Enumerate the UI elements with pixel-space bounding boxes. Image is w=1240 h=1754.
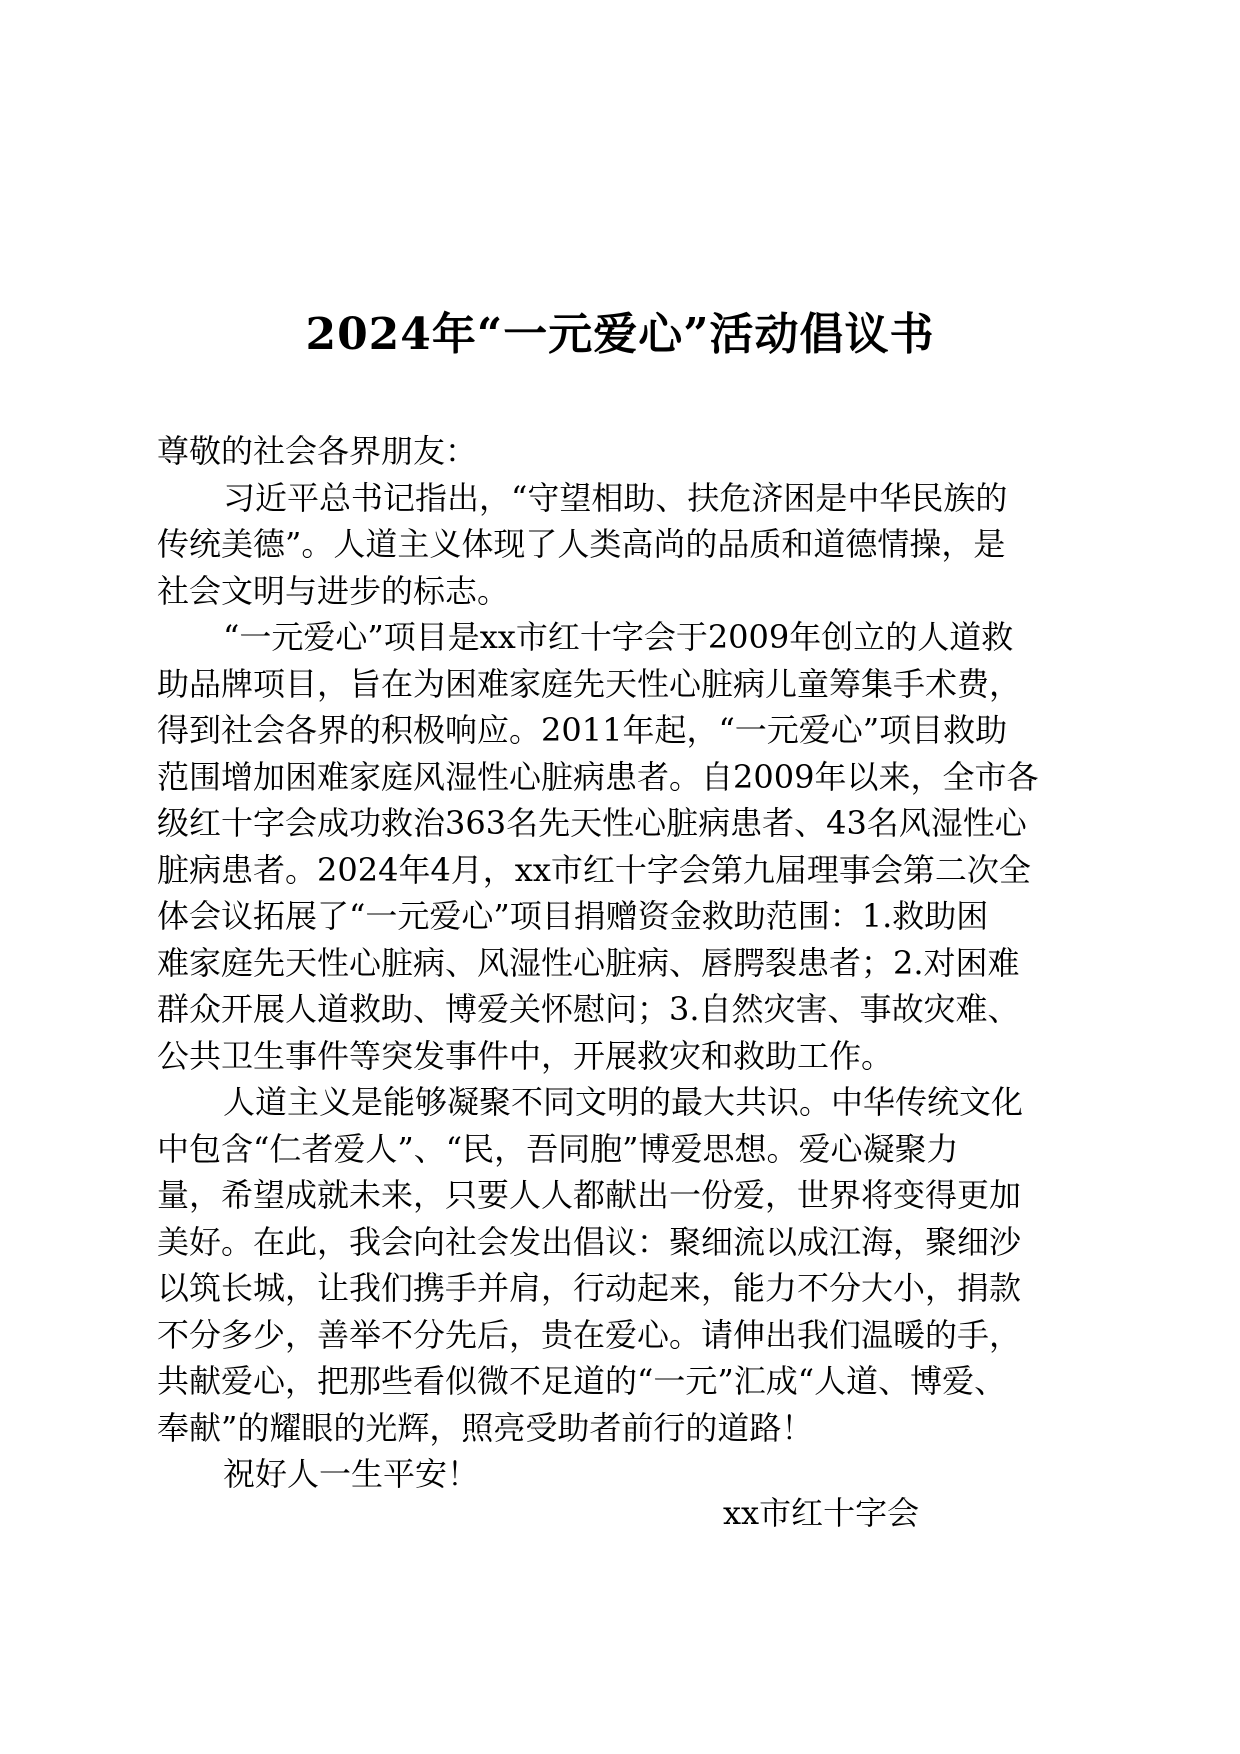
closing-line: 祝好人一生平安！ — [223, 1455, 480, 1493]
paragraph-line: 传统美德”。人道主义体现了人类高尚的品质和道德情操，是 — [157, 525, 1006, 563]
paragraph-line: 中包含“仁者爱人”、“民，吾同胞”博爱思想。爱心凝聚力 — [157, 1129, 959, 1168]
paragraph-line: 量，希望成就未来，只要人人都献出一份爱，世界将变得更加 — [157, 1176, 1022, 1214]
paragraph-line: 人道主义是能够凝聚不同文明的最大共识。中华传统文化 — [223, 1083, 1024, 1121]
paragraph-line: 得到社会各界的积极响应。2011年起，“一元爱心”项目救助 — [157, 711, 1008, 749]
paragraph-line: 奉献”的耀眼的光辉，照亮受助者前行的道路！ — [157, 1408, 814, 1447]
paragraph-line: 公共卫生事件等突发事件中，开展救灾和救助工作。 — [157, 1036, 894, 1075]
paragraph-1 — [157, 475, 1097, 615]
paragraph-2 — [157, 614, 1097, 1079]
document-title: 2024年“一元爱心”活动倡议书 — [305, 309, 935, 360]
paragraph-line: “一元爱心”项目是xx市红十字会于2009年创立的人道救 — [223, 618, 1014, 656]
document-body — [157, 428, 1097, 1498]
paragraph-3 — [157, 1079, 1097, 1451]
paragraph-line: 社会文明与进步的标志。 — [157, 571, 510, 610]
paragraph-line: 美好。在此，我会向社会发出倡议：聚细流以成江海，聚细沙 — [157, 1222, 1022, 1261]
paragraph-line: 以筑长城，让我们携手并肩，行动起来，能力不分大小，捐款 — [157, 1269, 1022, 1307]
paragraph-line: 助品牌项目，旨在为困难家庭先天性心脏病儿童筹集手术费， — [157, 664, 1022, 703]
paragraph-line: 体会议拓展了“一元爱心”项目捐赠资金救助范围：1.救助困 — [157, 897, 989, 935]
paragraph-line: 不分多少，善举不分先后，贵在爱心。请伸出我们温暖的手， — [157, 1315, 1022, 1354]
salutation: 尊敬的社会各界朋友： — [157, 432, 478, 470]
paragraph-line: 脏病患者。2024年4月，xx市红十字会第九届理事会第二次全 — [157, 850, 1031, 889]
paragraph-line: 群众开展人道救助、博爱关怀慰问；3.自然灾害、事故灾难、 — [157, 990, 1020, 1028]
paragraph-line: 级红十字会成功救治363名先天性心脏病患者、43名风湿性心 — [157, 804, 1027, 842]
paragraph-line: 习近平总书记指出，“守望相助、扶危济困是中华民族的 — [223, 478, 1008, 517]
paragraph-line: 范围增加困难家庭风湿性心脏病患者。自2009年以来，全市各 — [157, 757, 1039, 796]
signature: xx市红十字会 — [723, 1494, 920, 1532]
paragraph-line: 难家庭先天性心脏病、风湿性心脏病、唇腭裂患者；2.对困难 — [157, 943, 1020, 982]
paragraph-line: 共献爱心，把那些看似微不足道的“一元”汇成“人道、博爱、 — [157, 1362, 1007, 1400]
